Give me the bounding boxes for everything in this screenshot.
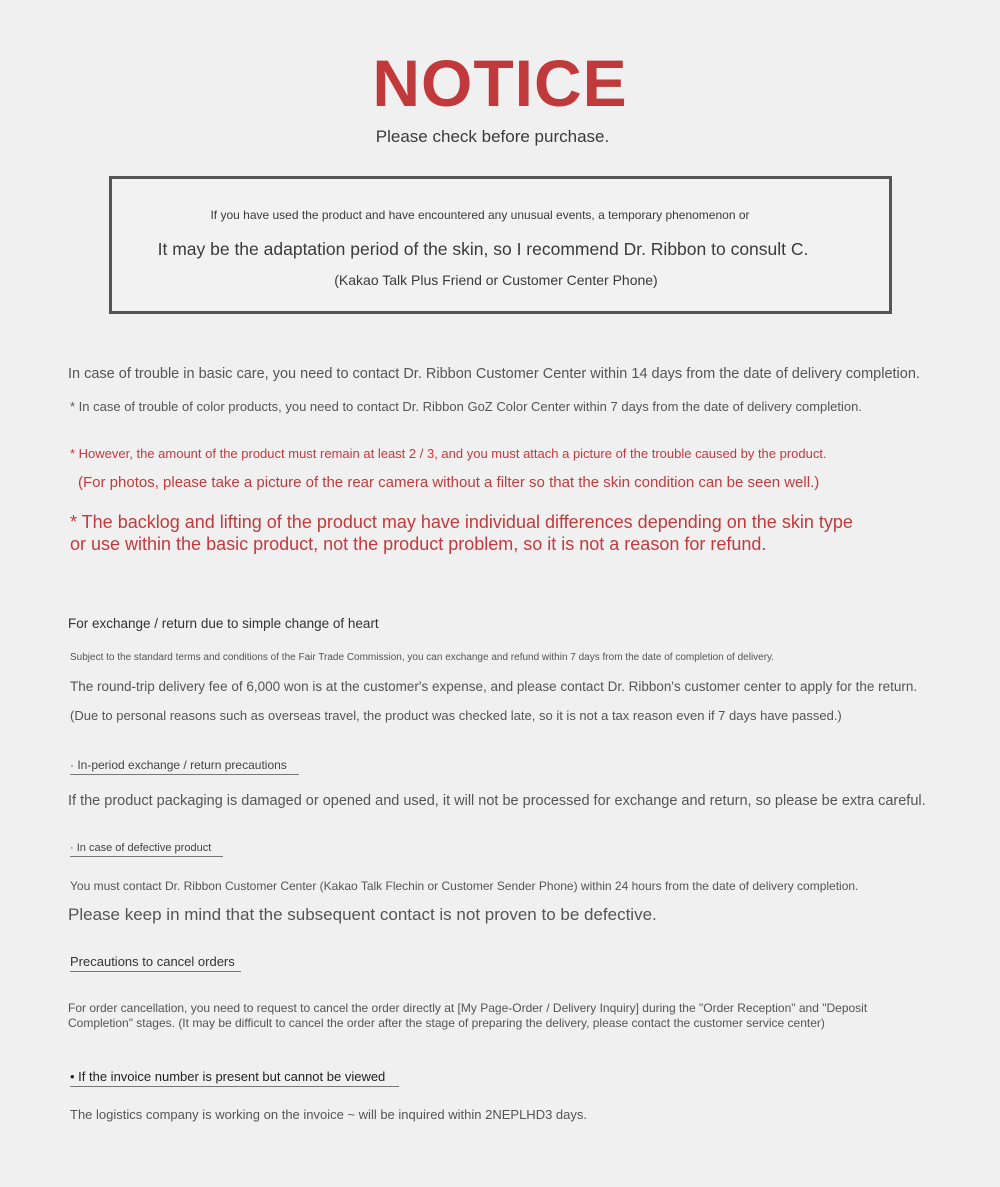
cancel-orders-heading: Precautions to cancel orders xyxy=(70,954,241,972)
invoice-heading: • If the invoice number is present but cannot be viewed xyxy=(70,1069,399,1087)
defective-contact-text: You must contact Dr. Ribbon Customer Center (Kakao Talk Flechin or Customer Sender Phone) within 24 hours from the date of delivery completion. xyxy=(70,879,859,893)
basic-care-trouble-text: In case of trouble in basic care, you need to contact Dr. Ribbon Customer Center within 14 days from the date of delivery completion. xyxy=(68,366,920,382)
personal-reasons-text: (Due to personal reasons such as overseas travel, the product was checked late, so it is not a tax reason even if 7 days have passed.) xyxy=(70,708,842,723)
round-trip-fee-text: The round-trip delivery fee of 6,000 won is at the customer's expense, and please contact Dr. Ribbon's customer center to apply for the return. xyxy=(70,679,918,694)
logistics-note: The logistics company is working on the invoice ~ will be inquired within 2NEPLHD3 days. xyxy=(70,1107,587,1122)
amount-remain-warning: * However, the amount of the product must remain at least 2 / 3, and you must attach a picture of the trouble caused by the product. xyxy=(70,446,827,461)
notice-box-line-1: If you have used the product and have encountered any unusual events, a temporary phenomenon or xyxy=(210,208,750,222)
fair-trade-terms-text: Subject to the standard terms and conditions of the Fair Trade Commission, you can exchange and refund within 7 days from the date of completion of delivery. xyxy=(70,652,775,663)
page-subtitle: Please check before purchase. xyxy=(375,127,610,146)
packaging-damage-note: If the product packaging is damaged or opened and used, it will not be processed for exchange and return, so please be extra careful. xyxy=(68,793,926,809)
defective-product-heading: · In case of defective product xyxy=(70,842,223,857)
defective-reminder-text: Please keep in mind that the subsequent contact is not proven to be defective. xyxy=(68,905,657,924)
color-products-trouble-text: * In case of trouble of color products, you need to contact Dr. Ribbon GoZ Color Center within 7 days from the date of delivery completion. xyxy=(70,399,862,414)
cancel-orders-note: For order cancellation, you need to request to cancel the order directly at [My Page-Order / Delivery Inquiry] during the "Order Reception" and "Deposit Completion" stages. (It may be difficult to cancel the order after the stage of preparing the delivery, please contact the customer service center) xyxy=(68,1001,868,1030)
exchange-return-heading: For exchange / return due to simple change of heart xyxy=(68,616,379,631)
notice-box-line-3: (Kakao Talk Plus Friend or Customer Center Phone) xyxy=(334,272,658,288)
page-title: NOTICE xyxy=(372,46,628,120)
photo-instruction: (For photos, please take a picture of the rear camera without a filter so that the skin condition can be seen well.) xyxy=(78,474,820,491)
backlog-refund-warning: * The backlog and lifting of the product may have individual differences depending on the skin type or use within the basic product, not the product problem, so it is not a reason for refund. xyxy=(70,512,853,554)
in-period-precautions-heading: · In-period exchange / return precautions xyxy=(70,758,299,775)
notice-box-line-2: It may be the adaptation period of the skin, so I recommend Dr. Ribbon to consult C. xyxy=(157,239,809,259)
